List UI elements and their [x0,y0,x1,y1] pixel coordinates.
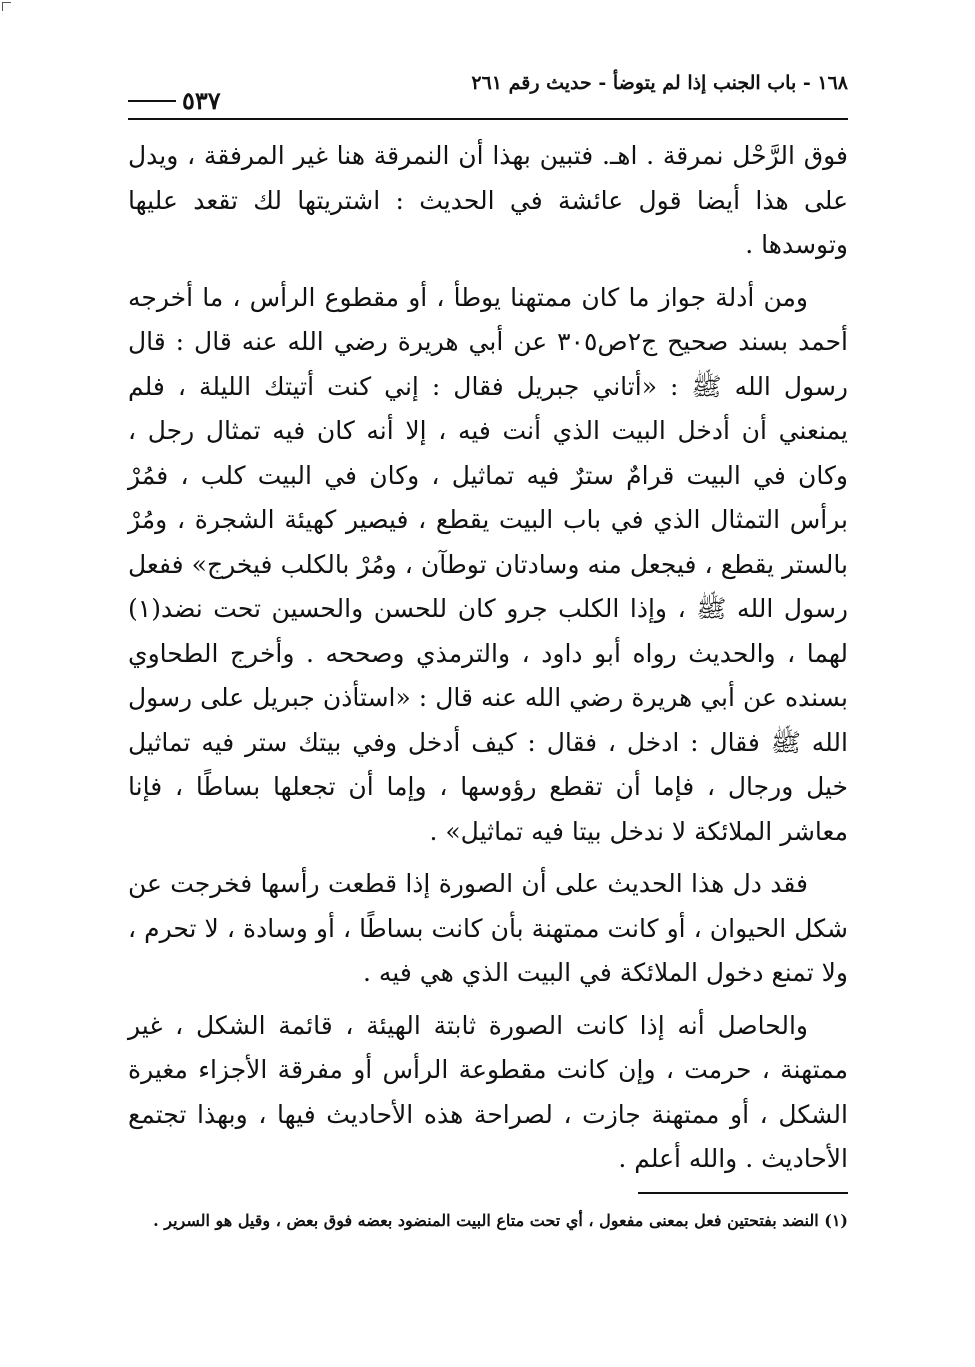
paragraph: والحاصل أنه إذا كانت الصورة ثابتة الهيئة ، قائمة الشكل ، غير ممتهنة ، حرمت ، وإن كانت مقطوعة الرأس أو مفرقة الأجزاء مغيرة الشكل ، أو ممتهنة جازت ، لصراحة هذه الأحاديث فيها ، وبهذا تجتمع الأحاديث . والله أعلم . [128,1010,848,1173]
paragraph: ومن أدلة جواز ما كان ممتهنا يوطأ ، أو مقطوع الرأس ، ما أخرجه أحمد بسند صحيح ج٢ص٣٠٥ عن أبي هريرة رضي الله عنه قال : قال رسول الله ﷺ : «أتاني جبريل فقال : إني كنت أتيتك الليلة ، فلم يمنعني أن أدخل البيت الذي أنت فيه ، إلا أنه كان فيه تمثال رجل ، وكان في البيت قرامٌ سترٌ فيه تماثيل ، وكان في البيت كلب ، فمُرْ برأس التمثال الذي في باب البيت يقطع ، فيصير كهيئة الشجرة ، ومُرْ بالستر يقطع ، فيجعل منه وسادتان توطآن ، ومُرْ بالكلب فيخرج» ففعل رسول الله ﷺ ، وإذا الكلب جرو كان للحسن والحسين تحت نضد(١) لهما ، والحديث رواه أبو داود ، والترمذي وصححه . وأخرج الطحاوي بسنده عن أبي هريرة رضي الله عنه قال : «استأذن جبريل على رسول الله ﷺ فقال : ادخل ، فقال : كيف أدخل وفي بيتك ستر فيه تماثيل خيل ورجال ، فإما أن تقطع رؤوسها ، وإما أن تجعلها بساطًا ، فإنا معاشر الملائكة لا ندخل بيتا فيه تماثيل» . [128,282,849,846]
book-page [128,60,848,1236]
page-number: ٥٣٧ [182,86,221,115]
page-body [128,134,848,1182]
footnote: (١) النضد بفتحتين فعل بمعنى مفعول ، أي تحت متاع البيت المنضود بعضه فوق بعض ، وقيل هو السرير . [153,1210,848,1230]
paragraph: فوق الرَّحْل نمرقة . اهـ. فتبين بهذا أن النمرقة هنا غير المرفقة ، ويدل على هذا أيضا قول عائشة في الحديث : اشتريتها لك تقعد عليها وتوسدها . [128,141,848,259]
scan-corner-mark [2,2,11,11]
running-header [128,60,848,120]
chapter-title: ١٦٨ - باب الجنب إذا لم يتوضأ - حديث رقم ٢٦١ [471,72,848,94]
paragraph: فقد دل هذا الحديث على أن الصورة إذا قطعت رأسها فخرجت عن شكل الحيوان ، أو كانت ممتهنة بأن كانت بساطًا ، أو وسادة ، لا تحرم ، ولا تمنع دخول الملائكة في البيت الذي هي فيه . [128,869,848,987]
page-number-rule [128,100,176,102]
footnote-separator [638,1192,848,1194]
page-number-block [128,86,221,115]
